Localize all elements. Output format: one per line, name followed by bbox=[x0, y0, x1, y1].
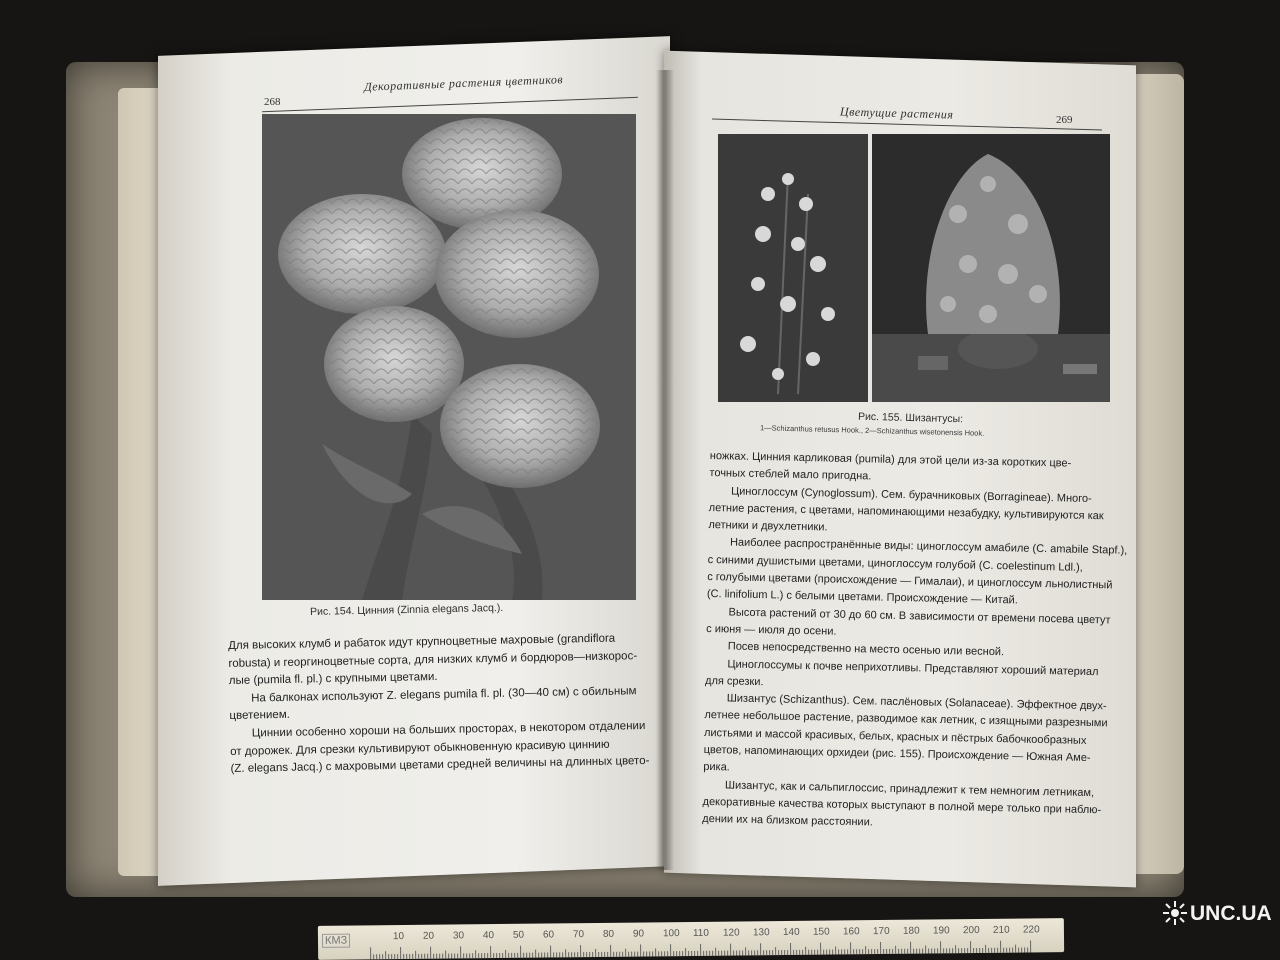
ruler-tick bbox=[538, 953, 539, 958]
ruler-tick bbox=[571, 952, 572, 957]
ruler-tick bbox=[406, 954, 407, 959]
ruler-tick bbox=[607, 952, 608, 957]
ruler-tick bbox=[565, 949, 566, 957]
ruler-tick bbox=[1009, 948, 1010, 953]
ruler-tick bbox=[829, 950, 830, 955]
text-line: цветением. bbox=[229, 709, 290, 723]
ruler-number: 50 bbox=[512, 929, 525, 941]
ruler-tick bbox=[766, 950, 767, 955]
text-line: листьями и массой красивых, белых, красных и пёстрых бабочкообразных bbox=[703, 726, 1087, 747]
ruler-tick bbox=[979, 948, 980, 953]
ruler-tick bbox=[661, 951, 662, 956]
ruler-tick bbox=[511, 953, 512, 958]
ruler-number: 170 bbox=[872, 925, 890, 938]
ruler-tick bbox=[550, 945, 551, 957]
ruler-tick bbox=[1015, 945, 1016, 953]
ruler-tick bbox=[616, 952, 617, 957]
ruler-tick bbox=[631, 952, 632, 957]
ruler-tick bbox=[769, 950, 770, 955]
text-line: Для высоких клумб и рабаток идут крупноцветные махровые (grandiflora bbox=[228, 632, 616, 652]
text-line: летние растения, с цветами, напоминающими незабудку, культивируются как bbox=[708, 501, 1104, 523]
ruler-number: 140 bbox=[782, 926, 800, 939]
ruler-tick bbox=[577, 952, 578, 957]
ruler-tick bbox=[412, 954, 413, 959]
ruler-tick bbox=[427, 954, 428, 959]
ruler-tick bbox=[820, 943, 821, 955]
ruler-tick bbox=[475, 950, 476, 958]
ruler-tick bbox=[373, 954, 374, 959]
ruler-tick bbox=[871, 949, 872, 954]
text-line: с июня — июля до осени. bbox=[706, 622, 837, 638]
ruler-tick bbox=[652, 951, 653, 956]
ruler-tick bbox=[817, 950, 818, 955]
text-line: (C. linifolium L.) с белыми цветами. Происхождение — Китай. bbox=[706, 588, 1018, 607]
figure-154-caption: Рис. 154. Цинния (Zinnia elegans Jacq.). bbox=[309, 601, 504, 619]
ruler-tick bbox=[664, 951, 665, 956]
ruler-tick bbox=[514, 953, 515, 958]
text-line: robusta) и георгиноцветные сорта, для низких клумб и бордюров—низкорос- bbox=[228, 649, 638, 670]
ruler-tick bbox=[673, 951, 674, 956]
ruler-number: 220 bbox=[1022, 924, 1040, 936]
ruler-tick bbox=[481, 953, 482, 958]
ruler-tick bbox=[1018, 948, 1019, 953]
ruler-number: 100 bbox=[662, 928, 680, 940]
ruler-tick bbox=[613, 952, 614, 957]
ruler-tick bbox=[370, 947, 371, 959]
text-line: Шизантус, как и сальпиглоссис, принадлежит к тем немногим летникам, bbox=[724, 779, 1095, 799]
text-line: Высота растений от 30 до 60 см. В зависимости от времени посева цветут bbox=[728, 606, 1111, 627]
ruler-tick bbox=[934, 948, 935, 953]
text-line: летники и двухлетники. bbox=[708, 519, 828, 534]
right-page-number: 269 bbox=[1056, 114, 1073, 126]
ruler-tick bbox=[943, 948, 944, 953]
ruler-tick bbox=[523, 953, 524, 958]
ruler-tick bbox=[382, 954, 383, 959]
ruler-number: 130 bbox=[752, 927, 770, 939]
ruler-tick bbox=[835, 946, 836, 954]
ruler-tick bbox=[982, 948, 983, 953]
ruler-tick bbox=[898, 949, 899, 954]
ruler-tick bbox=[553, 952, 554, 957]
ruler-tick bbox=[532, 953, 533, 958]
ruler-tick bbox=[472, 953, 473, 958]
ruler-tick bbox=[457, 953, 458, 958]
ruler-tick bbox=[745, 947, 746, 955]
text-line: лые (pumila fl. pl.) с крупными цветами. bbox=[228, 671, 438, 688]
ruler-tick bbox=[973, 948, 974, 953]
ruler-tick bbox=[889, 949, 890, 954]
ruler-tick bbox=[907, 949, 908, 954]
ruler-tick bbox=[535, 950, 536, 958]
ruler-tick bbox=[883, 949, 884, 954]
ruler-tick bbox=[466, 953, 467, 958]
ruler-tick bbox=[958, 948, 959, 953]
ruler-tick bbox=[619, 952, 620, 957]
ruler-tick bbox=[589, 952, 590, 957]
zinnia-photo bbox=[262, 114, 636, 600]
ruler-tick bbox=[505, 950, 506, 958]
ruler-tick bbox=[892, 949, 893, 954]
ruler-tick bbox=[544, 953, 545, 958]
ruler-tick bbox=[520, 946, 521, 958]
ruler-tick bbox=[913, 949, 914, 954]
ruler-number: 110 bbox=[692, 927, 709, 939]
ruler-tick bbox=[379, 954, 380, 959]
ruler-tick bbox=[1012, 948, 1013, 953]
ruler-tick bbox=[700, 944, 701, 956]
ruler-tick bbox=[862, 949, 863, 954]
ruler-tick bbox=[421, 954, 422, 959]
ruler-tick bbox=[688, 951, 689, 956]
ruler-tick bbox=[865, 946, 866, 954]
ruler-tick bbox=[445, 951, 446, 959]
ruler-tick bbox=[424, 954, 425, 959]
ruler-tick bbox=[448, 954, 449, 959]
sun-logo-icon bbox=[1162, 900, 1188, 926]
ruler-tick bbox=[919, 949, 920, 954]
ruler-number: 180 bbox=[902, 925, 920, 937]
ruler-tick bbox=[502, 953, 503, 958]
ruler-tick bbox=[1000, 941, 1001, 953]
ruler-tick bbox=[1030, 940, 1031, 952]
ruler-tick bbox=[733, 951, 734, 956]
ruler-tick bbox=[646, 951, 647, 956]
ruler-tick bbox=[625, 949, 626, 957]
ruler-number: 60 bbox=[542, 929, 555, 941]
ruler-tick bbox=[493, 953, 494, 958]
ruler-tick bbox=[403, 954, 404, 959]
ruler-tick bbox=[760, 943, 761, 955]
ruler-tick bbox=[757, 950, 758, 955]
ruler-tick bbox=[487, 953, 488, 958]
ruler-tick bbox=[838, 949, 839, 954]
ruler-tick bbox=[859, 949, 860, 954]
figure-155-caption: Рис. 155. Шизантусы: bbox=[857, 410, 964, 426]
left-running-head: Декоративные растения цветников bbox=[363, 72, 564, 94]
ruler-tick bbox=[682, 951, 683, 956]
ruler-tick bbox=[814, 950, 815, 955]
ruler-tick bbox=[595, 949, 596, 957]
ruler-tick bbox=[583, 952, 584, 957]
ruler-tick bbox=[988, 948, 989, 953]
schizanthus-photos bbox=[718, 134, 1110, 402]
ruler-tick bbox=[697, 951, 698, 956]
ruler-number: 160 bbox=[842, 926, 860, 938]
ruler-number: 30 bbox=[452, 930, 465, 942]
left-body-text bbox=[228, 630, 650, 779]
ruler-tick bbox=[997, 948, 998, 953]
ruler-number: 120 bbox=[722, 927, 740, 939]
ruler-tick bbox=[964, 948, 965, 953]
ruler-tick bbox=[640, 945, 641, 957]
ruler-tick bbox=[739, 950, 740, 955]
ruler-tick bbox=[901, 949, 902, 954]
ruler-tick bbox=[526, 953, 527, 958]
ruler-tick bbox=[499, 953, 500, 958]
ruler-tick bbox=[850, 942, 851, 954]
text-line: Циноглоссум (Cynoglossum). Сем. бурачниковых (Borragineae). Много- bbox=[730, 485, 1092, 505]
ruler-tick bbox=[847, 949, 848, 954]
ruler-tick bbox=[385, 951, 386, 959]
ruler-tick bbox=[529, 953, 530, 958]
ruler-tick bbox=[880, 942, 881, 954]
ruler-number: 200 bbox=[962, 924, 980, 937]
ruler-tick bbox=[928, 949, 929, 954]
ruler-tick bbox=[574, 952, 575, 957]
ruler-tick bbox=[811, 950, 812, 955]
text-line: дении их на близком расстоянии. bbox=[702, 813, 873, 829]
ruler-tick bbox=[895, 946, 896, 954]
ruler-tick bbox=[796, 950, 797, 955]
ruler-tick bbox=[886, 949, 887, 954]
ruler-tick bbox=[742, 950, 743, 955]
ruler-tick bbox=[844, 949, 845, 954]
ruler-tick bbox=[490, 946, 491, 958]
ruler-tick bbox=[541, 953, 542, 958]
ruler-tick bbox=[727, 951, 728, 956]
ruler-tick bbox=[496, 953, 497, 958]
ruler-number: 20 bbox=[422, 930, 435, 942]
ruler-tick bbox=[1024, 948, 1025, 953]
ruler-tick bbox=[1006, 948, 1007, 953]
ruler-tick bbox=[397, 954, 398, 959]
ruler-tick bbox=[754, 950, 755, 955]
text-line: от дорожек. Для срезки культивируют обыкновенную красивую циннию bbox=[230, 738, 610, 758]
ruler-tick bbox=[940, 941, 941, 953]
zinnia-illustration bbox=[262, 114, 636, 600]
ruler-tick bbox=[793, 950, 794, 955]
ruler-tick bbox=[805, 947, 806, 955]
ruler-tick bbox=[442, 954, 443, 959]
schizanthus-illustration bbox=[718, 134, 1110, 402]
ruler-tick bbox=[547, 952, 548, 957]
text-line: с синими душистыми цветами, циноглоссум голубой (C. coelestinum Ldl.), bbox=[707, 553, 1083, 574]
ruler-tick bbox=[784, 950, 785, 955]
ruler-tick bbox=[922, 949, 923, 954]
ruler-number: 150 bbox=[812, 926, 830, 938]
ruler-tick bbox=[826, 950, 827, 955]
ruler-tick bbox=[718, 951, 719, 956]
ruler-tick bbox=[559, 952, 560, 957]
ruler-tick bbox=[418, 954, 419, 959]
ruler-tick bbox=[1021, 948, 1022, 953]
ruler-tick bbox=[748, 950, 749, 955]
ruler-tick bbox=[775, 947, 776, 955]
ruler-tick bbox=[991, 948, 992, 953]
ruler-tick bbox=[394, 954, 395, 959]
ruler-tick bbox=[856, 949, 857, 954]
ruler-tick bbox=[454, 953, 455, 958]
ruler-tick bbox=[460, 946, 461, 958]
figure-155-subcaption: 1—Schizanthus retusus Hook., 2—Schizanthus wisetonensis Hook. bbox=[759, 423, 985, 438]
ruler-tick bbox=[877, 949, 878, 954]
ruler-tick bbox=[781, 950, 782, 955]
ruler-tick bbox=[430, 947, 431, 959]
ruler-tick bbox=[691, 951, 692, 956]
ruler-tick bbox=[598, 952, 599, 957]
left-page-number: 268 bbox=[264, 96, 281, 108]
ruler-brand: КМЗ bbox=[322, 934, 350, 948]
ruler-tick bbox=[415, 951, 416, 959]
ruler-tick bbox=[736, 951, 737, 956]
ruler-tick bbox=[868, 949, 869, 954]
book-gutter bbox=[656, 70, 674, 870]
ruler-tick bbox=[400, 947, 401, 959]
ruler-tick bbox=[730, 944, 731, 956]
ruler-tick bbox=[592, 952, 593, 957]
ruler-tick bbox=[436, 954, 437, 959]
ruler-tick bbox=[580, 945, 581, 957]
text-line: декоративные качества которых выступают в полной мере только при наблю- bbox=[702, 795, 1102, 817]
ruler-tick bbox=[931, 948, 932, 953]
ruler-tick bbox=[967, 948, 968, 953]
ruler-tick bbox=[703, 951, 704, 956]
ruler-tick bbox=[433, 954, 434, 959]
right-body-text bbox=[702, 448, 1129, 837]
ruler-tick bbox=[952, 948, 953, 953]
ruler-tick bbox=[1027, 947, 1028, 952]
ruler-tick bbox=[925, 946, 926, 954]
ruler-number: 70 bbox=[572, 929, 585, 941]
ruler-tick bbox=[778, 950, 779, 955]
ruler-tick bbox=[586, 952, 587, 957]
ruler-tick bbox=[376, 954, 377, 959]
ruler-tick bbox=[610, 945, 611, 957]
ruler-tick bbox=[802, 950, 803, 955]
ruler-number: 190 bbox=[932, 925, 950, 937]
ruler-tick bbox=[955, 945, 956, 953]
ruler-tick bbox=[484, 953, 485, 958]
ruler-tick bbox=[787, 950, 788, 955]
ruler-tick bbox=[961, 948, 962, 953]
ruler-tick bbox=[772, 950, 773, 955]
ruler-tick bbox=[1003, 948, 1004, 953]
ruler bbox=[318, 918, 1064, 960]
text-line: Циноглоссумы к почве неприхотливы. Представляют хороший материал bbox=[727, 657, 1099, 678]
text-line: с голубыми цветами (происхождение — Гималаи), и циноглоссум льнолистный bbox=[707, 571, 1113, 592]
ruler-tick bbox=[949, 948, 950, 953]
ruler-number: 90 bbox=[632, 928, 645, 940]
ruler-tick bbox=[715, 948, 716, 956]
ruler-tick bbox=[628, 952, 629, 957]
ruler-tick bbox=[706, 951, 707, 956]
ruler-tick bbox=[685, 948, 686, 956]
ruler-tick bbox=[601, 952, 602, 957]
ruler-tick bbox=[667, 951, 668, 956]
ruler-tick bbox=[946, 948, 947, 953]
ruler-tick bbox=[841, 949, 842, 954]
ruler-tick bbox=[976, 948, 977, 953]
ruler-number: 210 bbox=[992, 924, 1010, 936]
text-line: для срезки. bbox=[704, 674, 764, 689]
ruler-tick bbox=[799, 950, 800, 955]
ruler-tick bbox=[676, 951, 677, 956]
text-line: точных стеблей мало пригодна. bbox=[709, 467, 872, 483]
ruler-tick bbox=[622, 952, 623, 957]
ruler-tick bbox=[832, 950, 833, 955]
ruler-tick bbox=[985, 945, 986, 953]
ruler-tick bbox=[712, 951, 713, 956]
ruler-tick bbox=[469, 953, 470, 958]
watermark-text: UNC.UA bbox=[1190, 902, 1272, 925]
ruler-tick bbox=[634, 952, 635, 957]
text-line: Посев непосредственно на место осенью или весной. bbox=[727, 640, 1005, 659]
ruler-tick bbox=[508, 953, 509, 958]
ruler-tick bbox=[910, 942, 911, 954]
ruler-tick bbox=[604, 952, 605, 957]
ruler-tick bbox=[874, 949, 875, 954]
text-line: ножках. Цинния карликовая (pumila) для этой цели из-за коротких цве- bbox=[709, 449, 1072, 470]
ruler-tick bbox=[790, 943, 791, 955]
ruler-tick bbox=[763, 950, 764, 955]
ruler-tick bbox=[994, 948, 995, 953]
ruler-tick bbox=[751, 950, 752, 955]
ruler-number: 40 bbox=[482, 930, 495, 942]
text-line: На балконах используют Z. elegans pumila fl. pl. (30—40 см) с обильным bbox=[251, 684, 637, 705]
ruler-tick bbox=[823, 950, 824, 955]
ruler-tick bbox=[463, 953, 464, 958]
ruler-tick bbox=[439, 954, 440, 959]
text-line: Наиболее распространённые виды: циноглоссум амабиле (C. amabile Stapf.), bbox=[729, 536, 1128, 558]
ruler-tick bbox=[808, 950, 809, 955]
text-line: (Z. elegans Jacq.) с махровыми цветами средней величины на длинных цвето- bbox=[230, 755, 650, 776]
ruler-tick bbox=[853, 949, 854, 954]
text-line: рика. bbox=[703, 761, 730, 774]
ruler-tick bbox=[670, 944, 671, 956]
text-line: Шизантус (Schizanthus). Сем. паслёновых (Solanaceae). Эффектное двух- bbox=[726, 692, 1107, 713]
ruler-tick bbox=[709, 951, 710, 956]
ruler-tick bbox=[904, 949, 905, 954]
ruler-tick bbox=[679, 951, 680, 956]
text-line: летнее небольшое растение, разводимое как летник, с изящными разрезными bbox=[704, 709, 1108, 730]
right-running-head: Цветущие растения bbox=[839, 104, 954, 122]
ruler-tick bbox=[658, 951, 659, 956]
ruler-tick bbox=[694, 951, 695, 956]
ruler-tick bbox=[562, 952, 563, 957]
ruler-tick bbox=[643, 951, 644, 956]
ruler-tick bbox=[478, 953, 479, 958]
ruler-number: 10 bbox=[392, 931, 405, 943]
ruler-tick bbox=[721, 951, 722, 956]
text-line: цветов, напоминающих орхидеи (рис. 155). Происхождение — Южная Аме- bbox=[703, 743, 1091, 765]
ruler-tick bbox=[556, 952, 557, 957]
ruler-tick bbox=[970, 941, 971, 953]
ruler-tick bbox=[517, 953, 518, 958]
ruler-tick bbox=[937, 948, 938, 953]
ruler-tick bbox=[388, 954, 389, 959]
ruler-tick bbox=[916, 949, 917, 954]
ruler-tick bbox=[649, 951, 650, 956]
ruler-tick bbox=[451, 954, 452, 959]
ruler-tick bbox=[655, 948, 656, 956]
ruler-number: 80 bbox=[602, 928, 615, 940]
ruler-tick bbox=[724, 951, 725, 956]
text-line: Циннии особенно хороши на больших просторах, в некотором отдалении bbox=[251, 719, 646, 740]
ruler-tick bbox=[568, 952, 569, 957]
ruler-tick bbox=[391, 954, 392, 959]
ruler-tick bbox=[409, 954, 410, 959]
ruler-tick bbox=[637, 952, 638, 957]
